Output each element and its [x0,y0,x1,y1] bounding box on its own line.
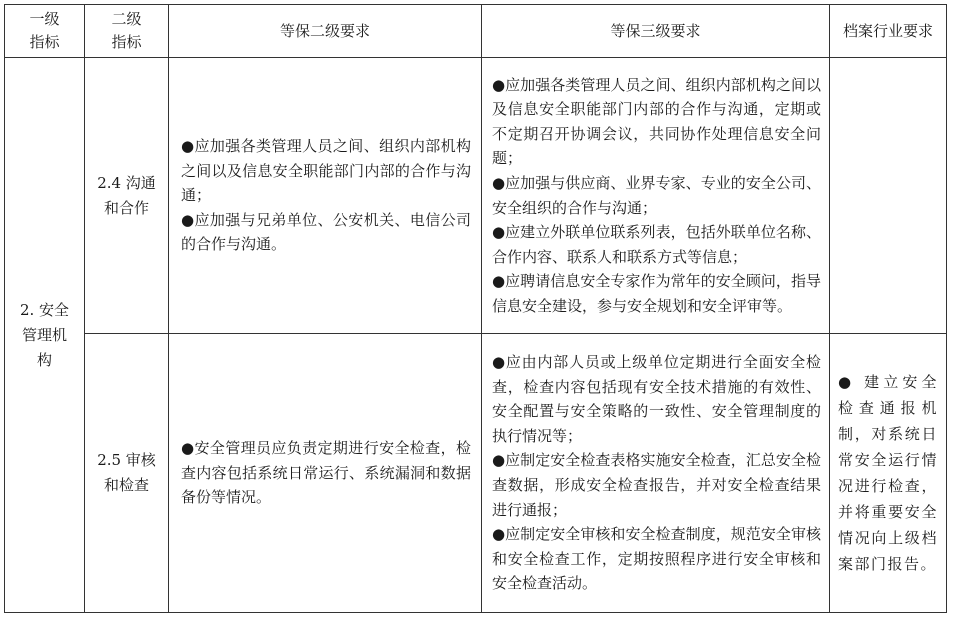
header-level2: 二级 指标 [85,5,169,58]
requirement-item: ●应加强与供应商、业界专家、专业的安全公司、安全组织的合作与沟通； [492,173,821,217]
requirements-table [4,4,947,613]
grade2-cell [169,334,482,613]
header-level1: 一级 指标 [5,5,85,58]
requirement-item: ●应加强各类管理人员之间、组织内部机构之间以及信息安全职能部门内部的合作与沟通； [181,137,471,205]
requirement-item: ●安全管理员应负责定期进行安全检查，检查内容包括系统日常运行、系统漏洞和数据备份等情况。 [181,439,471,507]
archive-cell: ● 建立安全检查通报机制，对系统日常安全运行情况进行检查，并将重要安全情况向上级档案部门报告。 [830,334,947,613]
archive-cell [830,58,947,334]
requirement-item: ●应制定安全检查表格实施安全检查，汇总安全检查数据，形成安全检查报告，并对安全检查结果进行通报； [492,451,821,519]
requirement-item: ●应聘请信息安全专家作为常年的安全顾问，指导信息安全建设，参与安全规划和安全评审等。 [492,272,821,315]
requirement-item: ●应加强与兄弟单位、公安机关、电信公司的合作与沟通。 [181,210,471,254]
table-row [5,58,947,334]
table-row [5,334,947,613]
level2-cell: 2.4 沟通 和合作 [85,58,169,334]
header-row [5,5,947,58]
header-archive: 档案行业要求 [830,5,947,58]
header-grade3: 等保三级要求 [482,5,830,58]
level1-cell: 2. 安全 管理机 构 [5,58,85,613]
grade2-cell [169,58,482,334]
header-grade2: 等保二级要求 [169,5,482,58]
requirement-item: ●应由内部人员或上级单位定期进行全面安全检查，检查内容包括现有安全技术措施的有效性、安全配置与安全策略的一致性、安全管理制度的执行情况等； [492,353,821,445]
grade3-cell [482,334,830,613]
level2-cell: 2.5 审核 和检查 [85,334,169,613]
requirement-item: ●应制定安全审核和安全检查制度，规范安全审核和安全检查工作，定期按照程序进行安全审核和安全检查活动。 [492,525,821,593]
requirement-item: ●应建立外联单位联系列表，包括外联单位名称、合作内容、联系人和联系方式等信息； [492,223,821,266]
grade3-cell [482,58,830,334]
requirement-item: ●应加强各类管理人员之间、组织内部机构之间以及信息安全职能部门内部的合作与沟通，定期或不定期召开协调会议，共同协作处理信息安全问题； [492,75,821,168]
